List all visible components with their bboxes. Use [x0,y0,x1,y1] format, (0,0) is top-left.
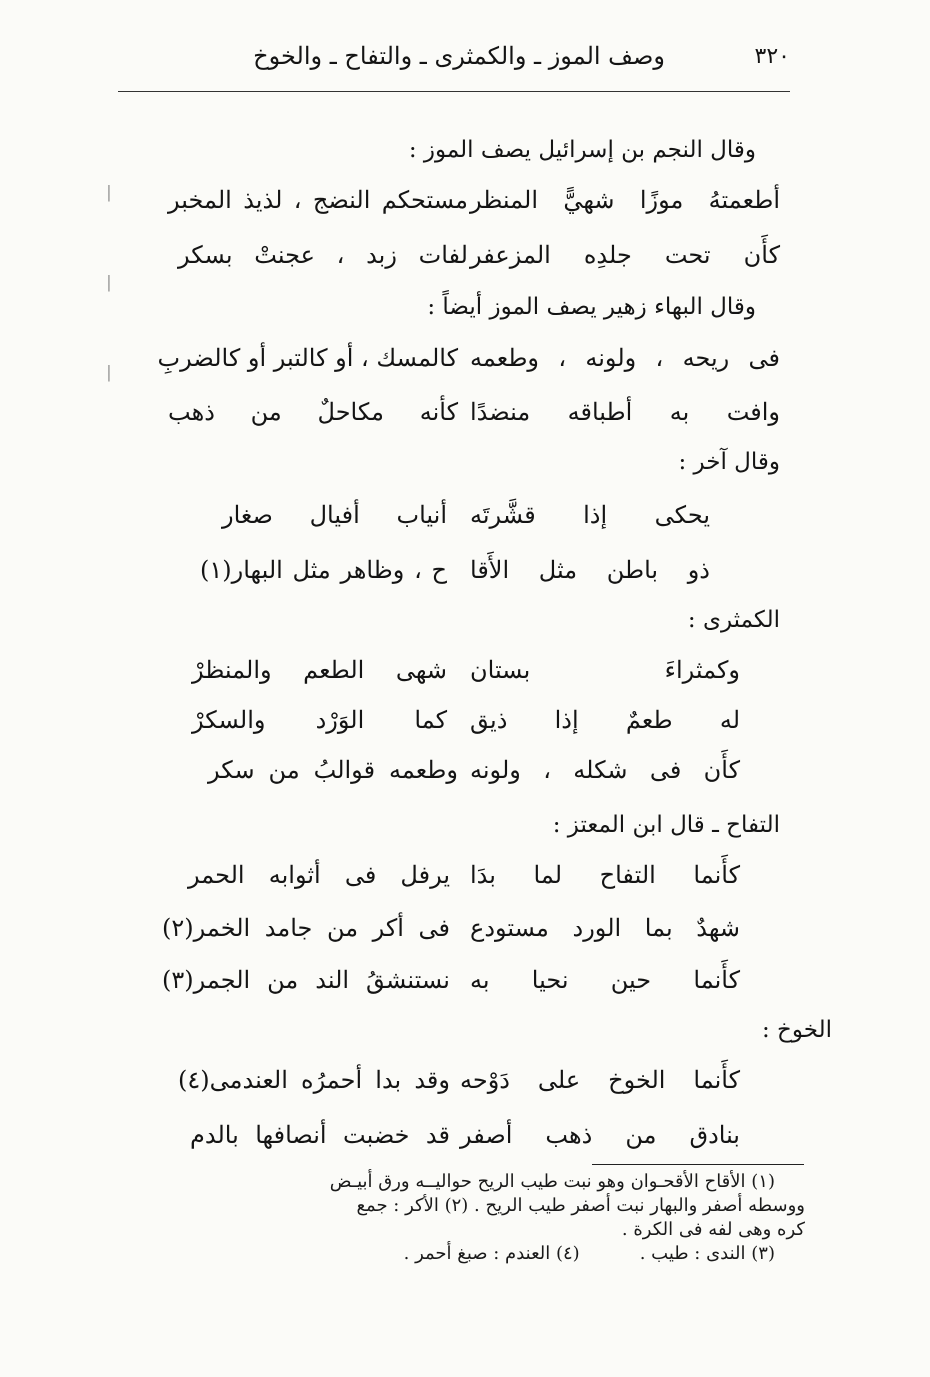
verse-hemistich-right: ذو باطن مثل الأَقا [470,556,710,584]
footnote-line: (١) الأقاح الأقحـوان وهو نبت طيب الريح حواليــه ورق أبيـض [329,1171,775,1192]
verse-hemistich-left: شهى الطعم والمنظرْ [192,656,447,684]
verse-hemistich-right: وافت به أطباقه منضدًا [470,398,780,426]
verse-hemistich-left: ح ، وظاهر مثل البهار(١) [200,556,447,584]
verse-hemistich-right: كأَن فى شكله ، ولونه [470,756,740,784]
footnotes [130,1170,805,1266]
verse-hemistich-right: كأَن تحت جلدِه المزعفر [470,241,780,269]
verse-hemistich-left: لفات زبد ، عجنتْ بسكر [178,241,468,269]
verse-hemistich-right: يحكى إذا قشَّرتَه [470,501,710,529]
verse-hemistich-left: أنياب أفيال صغار [222,501,447,529]
verse-hemistich-right: شهدٌ بما الورد مستودع [470,914,740,942]
section-intro-another: وقال آخر : [678,449,780,475]
verse-hemistich-left: مستحكم النضج ، لذيذ المخبر [168,186,468,214]
verse-hemistich-right: فى ريحه ، ولونه ، وطعمه [470,344,780,372]
verse-hemistich-left: كأنه مكاحلٌ من ذهب [168,398,458,426]
section-intro-pear: الكمثرى : [687,607,780,633]
section-intro-apple: التفاح ـ قال ابن المعتز : [552,812,780,838]
footnote-4: (٤) العندم : صبغ أحمر . [403,1243,580,1264]
page-number: ٣٢٠ [754,44,790,69]
footnote-line: كره وهى لفه فى الكرة . [621,1219,805,1240]
verse-hemistich-left: قد خضبت أنصافها بالدم [190,1121,450,1149]
verse-hemistich-left: كما الوَرْد والسكرْ [192,706,447,734]
verse-hemistich-right: كأَنما الخوخ على دَوْحه [460,1066,740,1094]
verse-hemistich-left: وطعمه قوالبُ من سكر [208,756,458,784]
footnote-rule [592,1164,804,1165]
footnote-3: (٣) الندى : طيب . [639,1243,775,1264]
section-intro-banana: وقال النجم بن إسرائيل يصف الموز : [408,137,756,163]
verse-hemistich-left: يرفل فى أثوابه الحمر [188,861,450,889]
verse-hemistich-right: كأَنما حين نحيا به [470,966,740,994]
verse-hemistich-right: أطعمتهُ موزًا شهيًّ المنظر [470,186,780,214]
verse-hemistich-right: وكمثراءَ بستان [470,656,740,684]
verse-hemistich-left: وقد بدا أحمرُه العندمى(٤) [178,1066,450,1094]
footnote-row [130,1242,805,1266]
verse-hemistich-left: نستنشقُ الند من الجمر(٣) [162,966,450,994]
verse-hemistich-right: كأَنما التفاح لما بدَا [470,861,740,889]
section-intro-peach: الخوخ : [761,1017,832,1043]
verse-hemistich-left: فى أكر من جامد الخمر(٢) [162,914,450,942]
footnote-line: ووسطه أصفر والبهار نبت أصفر طيب الريح . (٢) الأكر : جمع [356,1195,805,1216]
verse-hemistich-right: له طعمٌ إذا ذيق [470,706,740,734]
running-title: وصف الموز ـ والكمثرى ـ والتفاح ـ والخوخ [253,42,665,70]
scan-specks: ׀ ׀ ׀ [105,187,113,383]
verse-hemistich-right: بنادق من ذهب أصفر [460,1121,740,1149]
section-intro-banana-2: وقال البهاء زهير يصف الموز أيضاً : [427,294,756,320]
verse-hemistich-left: كالمسك ، أو كالتبر أو كالضربِ [157,344,458,372]
